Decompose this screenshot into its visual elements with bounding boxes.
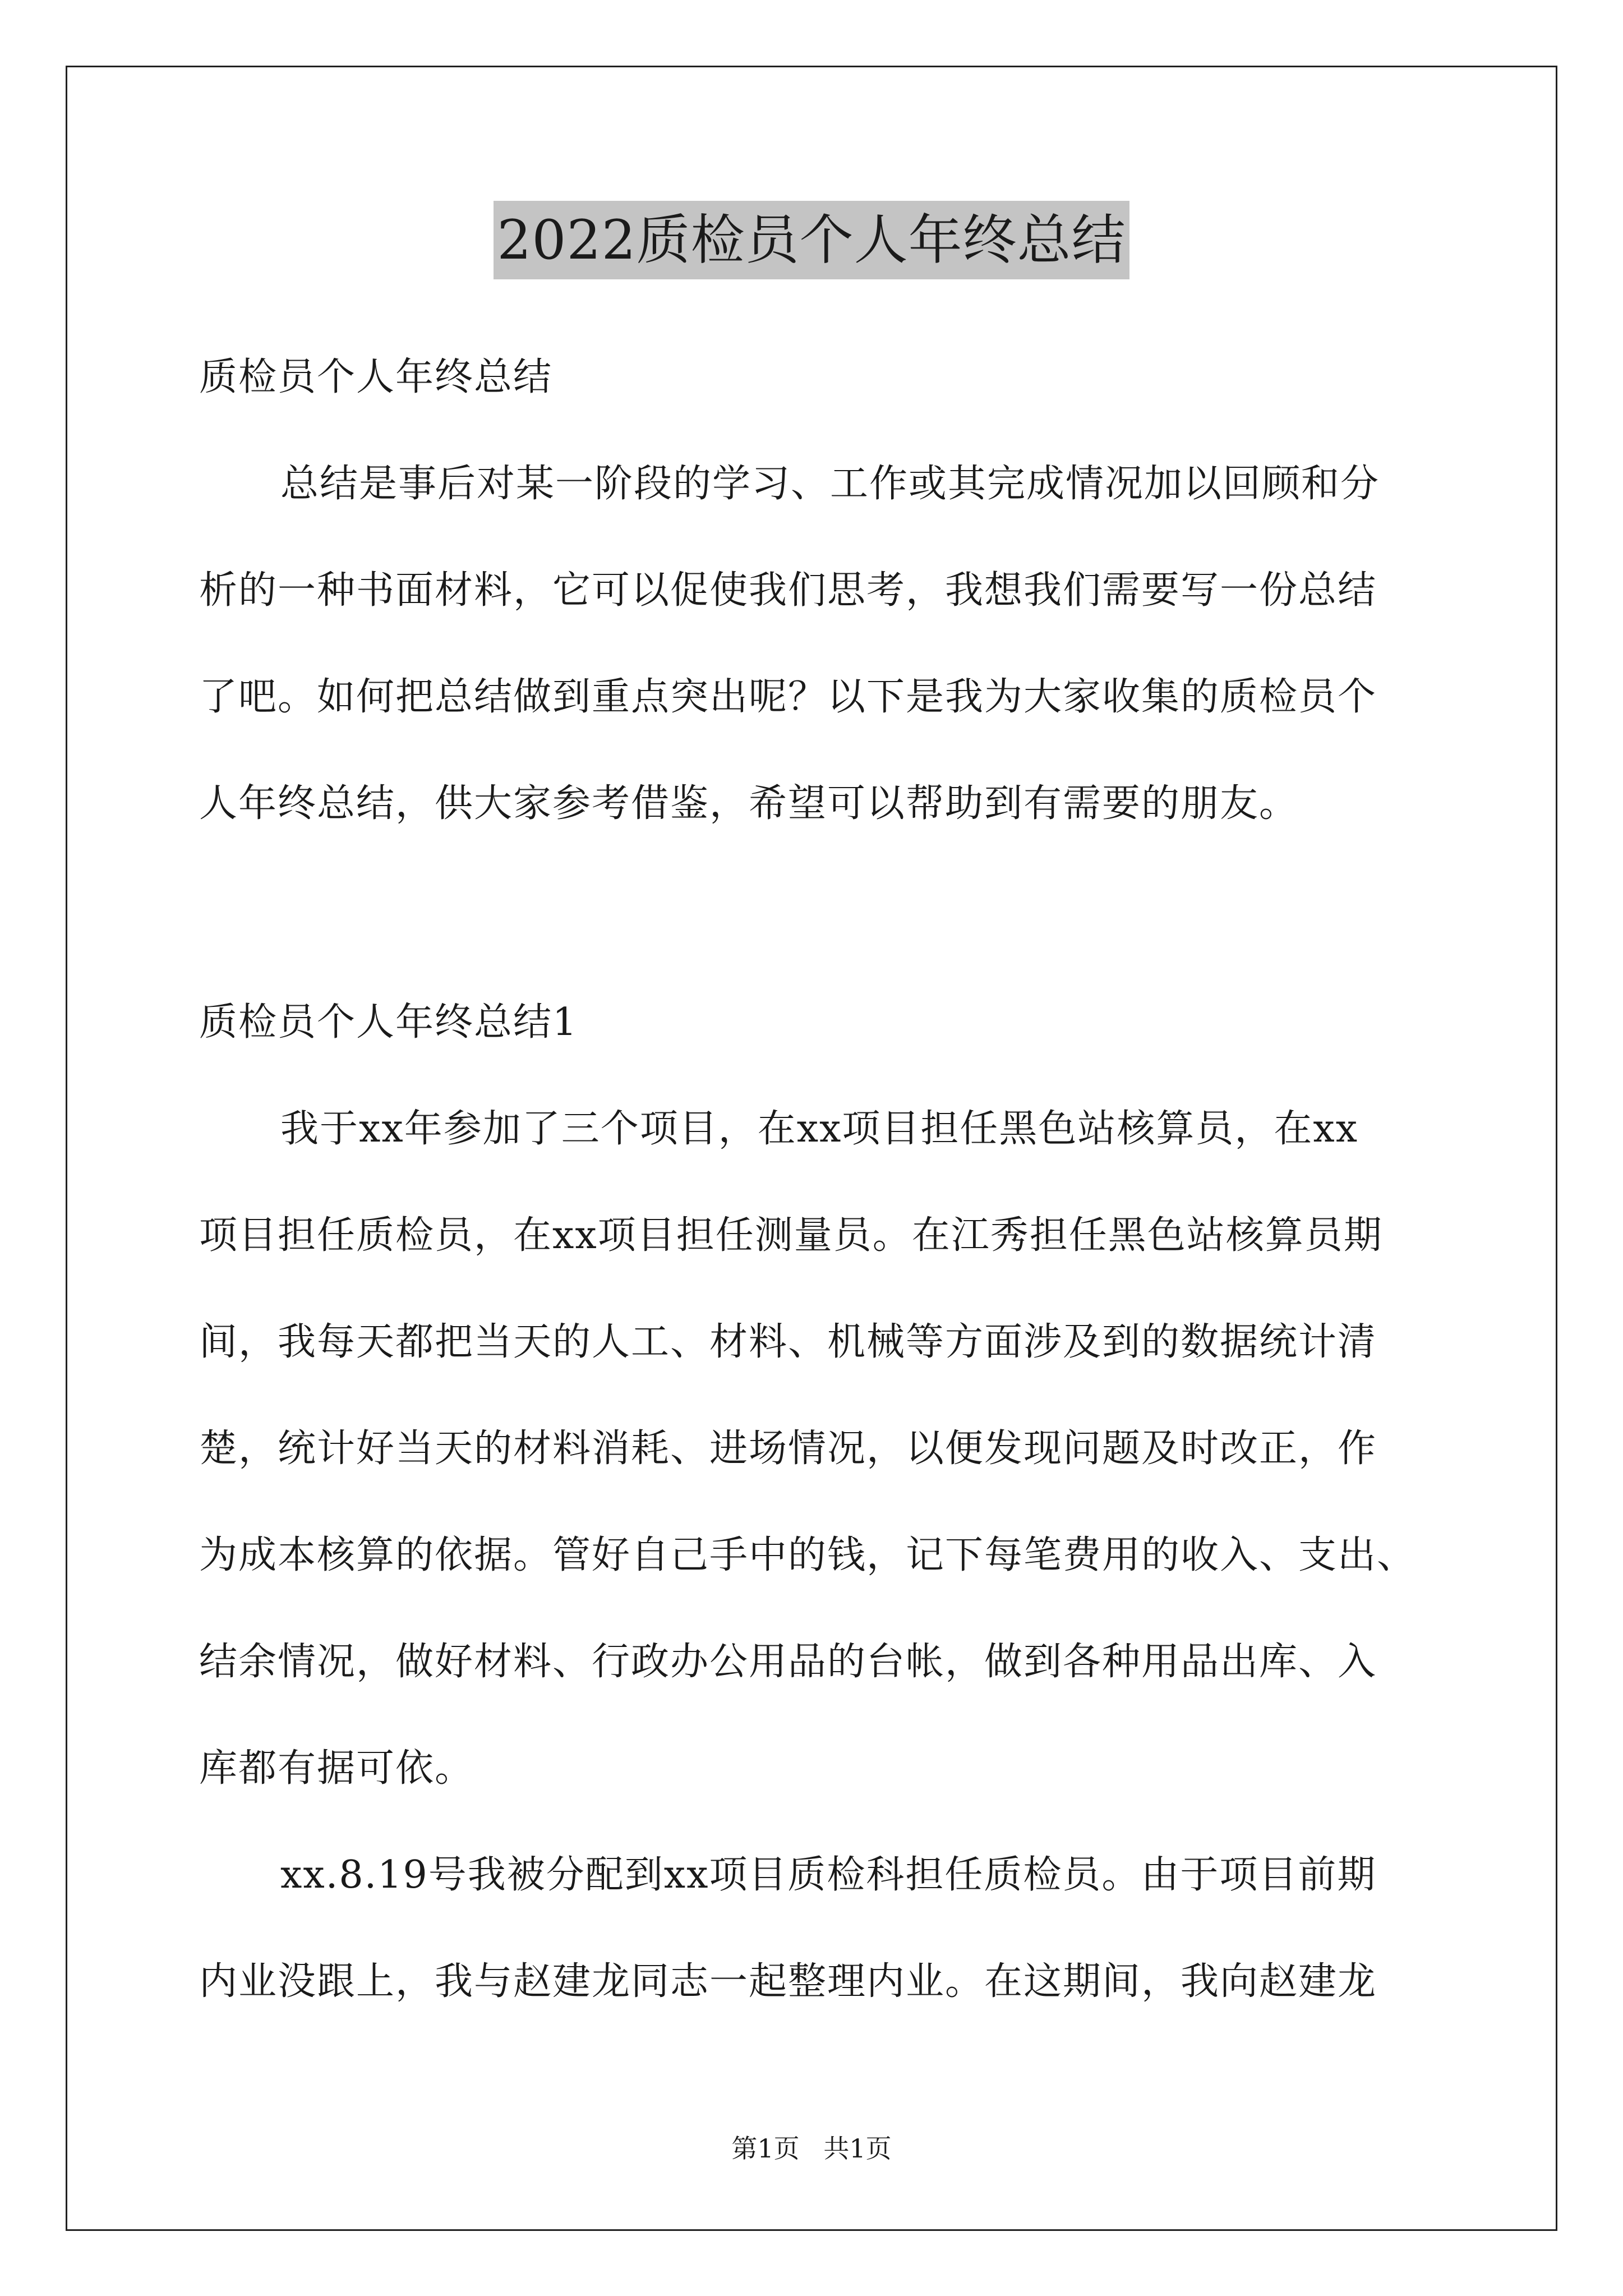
- paragraph-line: 了吧。如何把总结做到重点突出呢？以下是我为大家收集的质检员个: [199, 675, 1377, 719]
- paragraph-line: 项目担任质检员，在xx项目担任测量员。在江秀担任黑色站核算员期: [199, 1213, 1383, 1258]
- paragraph-line: 析的一种书面材料，它可以促使我们思考，我想我们需要写一份总结: [199, 568, 1377, 613]
- section-heading: 质检员个人年终总结1: [199, 1000, 578, 1045]
- page-total: 共1页: [823, 2133, 892, 2164]
- paragraph-line: 为成本核算的依据。管好自己手中的钱，记下每笔费用的收入、支出、: [199, 1533, 1417, 1577]
- paragraph-line: xx.8.19号我被分配到xx项目质检科担任质检员。由于项目前期: [280, 1853, 1377, 1897]
- paragraph-line: 内业没跟上，我与赵建龙同志一起整理内业。在这期间，我向赵建龙: [199, 1959, 1377, 2004]
- paragraph-line: 人年终总结，供大家参考借鉴，希望可以帮助到有需要的朋友。: [199, 781, 1299, 826]
- paragraph-line: 我于xx年参加了三个项目，在xx项目担任黑色站核算员，在xx: [280, 1107, 1359, 1151]
- paragraph-line: 结余情况，做好材料、行政办公用品的台帐，做到各种用品出库、入: [199, 1640, 1377, 1684]
- title-container: [0, 201, 1623, 279]
- paragraph-line: 楚，统计好当天的材料消耗、进场情况，以便发现问题及时改正，作: [199, 1427, 1377, 1471]
- paragraph-line: 间，我每天都把当天的人工、材料、机械等方面涉及到的数据统计清: [199, 1320, 1377, 1364]
- page-footer: [0, 2132, 1623, 2165]
- page-number: 第1页: [731, 2133, 800, 2164]
- document-title: 2022质检员个人年终总结: [494, 201, 1129, 279]
- paragraph-line: 库都有据可依。: [199, 1746, 474, 1791]
- paragraph-line: 总结是事后对某一阶段的学习、工作或其完成情况加以回顾和分: [280, 462, 1380, 506]
- subtitle-line: 质检员个人年终总结: [199, 355, 553, 399]
